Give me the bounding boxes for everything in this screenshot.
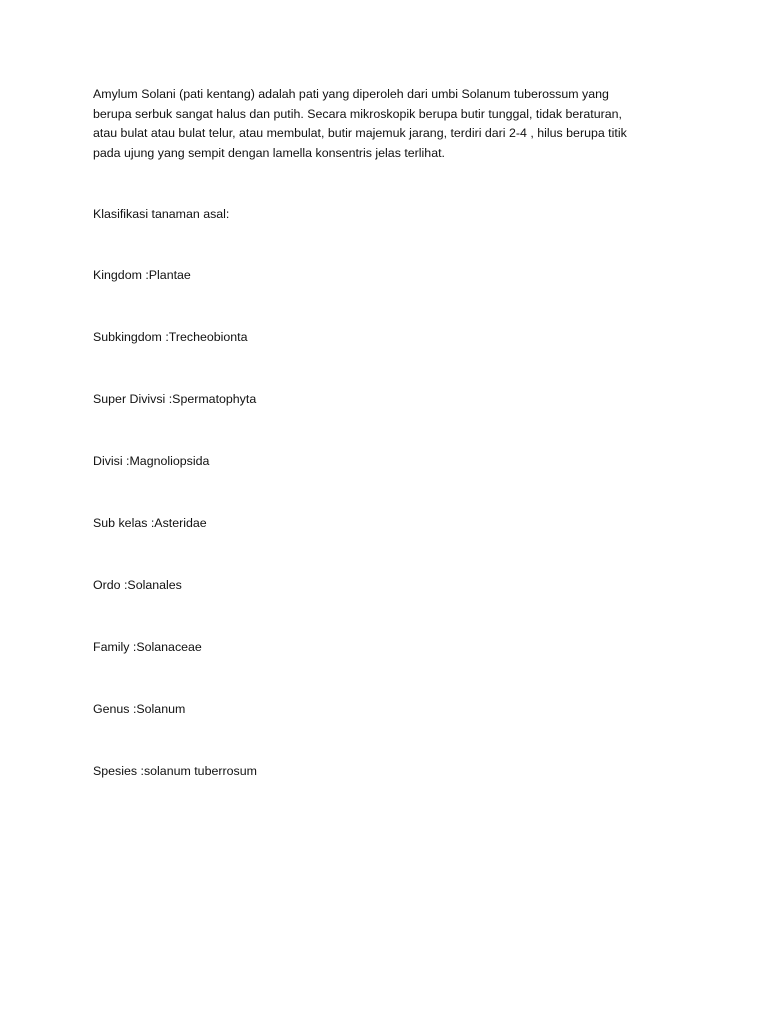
intro-paragraph bbox=[93, 85, 683, 163]
classification-kingdom: Kingdom :Plantae bbox=[93, 268, 191, 282]
classification-ordo: Ordo :Solanales bbox=[93, 578, 182, 592]
intro-line-3: atau bulat atau bulat telur, atau membulat, butir majemuk jarang, terdiri dari 2-4 , hilus berupa titik bbox=[93, 126, 627, 140]
classification-spesies: Spesies :solanum tuberrosum bbox=[93, 764, 257, 778]
classification-heading: Klasifikasi tanaman asal: bbox=[93, 207, 230, 221]
classification-genus: Genus :Solanum bbox=[93, 702, 186, 716]
classification-sub-kelas: Sub kelas :Asteridae bbox=[93, 516, 207, 530]
classification-subkingdom: Subkingdom :Trecheobionta bbox=[93, 330, 248, 344]
intro-line-1: Amylum Solani (pati kentang) adalah pati yang diperoleh dari umbi Solanum tuberossum yang bbox=[93, 87, 609, 101]
intro-line-4: pada ujung yang sempit dengan lamella konsentris jelas terlihat. bbox=[93, 145, 445, 160]
classification-divisi: Divisi :Magnoliopsida bbox=[93, 454, 210, 468]
classification-family: Family :Solanaceae bbox=[93, 640, 202, 654]
classification-super-divisi: Super Divivsi :Spermatophyta bbox=[93, 392, 257, 406]
intro-line-2: berupa serbuk sangat halus dan putih. Secara mikroskopik berupa butir tunggal, tidak beraturan, bbox=[93, 106, 622, 121]
